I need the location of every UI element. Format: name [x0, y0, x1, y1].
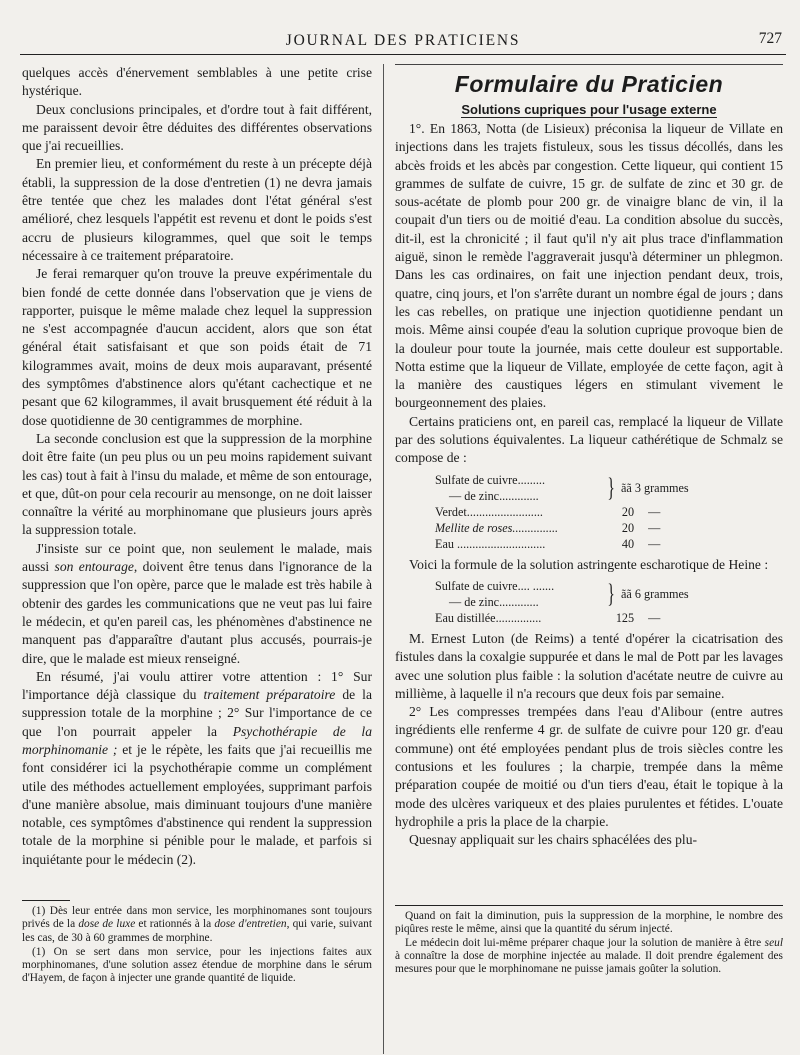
formula-unit: —: [648, 536, 661, 551]
footnotes-left: [22, 900, 372, 987]
page-number: 727: [758, 30, 782, 47]
paragraph: Certains praticiens ont, en pareil cas, remplacé la liqueur de Villate par des solutions équivalentes. La liqueur cathérétique de Schmalz se compose de :: [395, 413, 783, 466]
text-run: Le médecin doit lui-même préparer chaque jour la solution de manière à être: [405, 936, 765, 949]
formula-ingredient: Eau .............................: [435, 536, 546, 551]
footnote: [395, 937, 783, 977]
formula-unit: —: [648, 520, 661, 535]
formula-ingredient: Mellite de roses...............: [435, 520, 559, 535]
section-heading: Formulaire du Praticien: [454, 71, 724, 97]
text-run: de la suppression totale de la morphine ; 2° Sur l'importance de ce que l'on pourrait appeler la: [22, 687, 372, 739]
emphasis: traitement préparatoire: [203, 687, 336, 703]
formula-ingredient: Sulfate de cuivre.... .......: [435, 578, 555, 593]
paragraph: 2° Les compresses trempées dans l'eau d'Alibour (entre autres ingrédients elle renferme 4 gr. de sulfate de cuivre pour 120 gr. d'eau commune) ont été employées pendant plus de trois siècles contre les contusions et les foulures ; la charpie, trempée dans la même préparation coupée de moitié ou d'un tiers d'eau, était le topique à la mode des ulcères variqueux et des plaies purulentes et fétides. L'ouate hydrophile a pris la place de la charpie.: [395, 704, 783, 829]
formula-quantity: ãã 3 grammes: [621, 480, 689, 495]
text-run: à connaître la dose de morphine injectée au malade. Il doit prendre également des mesures pour que le morphinomane ne puisse jamais goûter la solution.: [395, 949, 783, 976]
footnote: (1) On se sert dans mon service, pour les injections faites aux morphinomanes, d'une solution assez étendue de morphine dans le sérum d'Hayem, de façon à injecter une grande quantité de liquide.: [22, 945, 372, 985]
paragraph: quelques accès d'énervement semblables à une petite crise hystérique.: [22, 65, 372, 99]
column-divider: [383, 64, 384, 1054]
brace-glyph: }: [607, 472, 615, 502]
footnote: Quand on fait la diminution, puis la suppression de la morphine, le nombre des piqûres reste le même, ainsi que la quantité du sérum injecté.: [395, 910, 783, 936]
paragraph: Deux conclusions principales, et d'ordre tout à fait différent, me paraissent devoir être déduites des différentes observations que j'ai recueillies.: [22, 101, 372, 154]
formula-row: [435, 504, 705, 520]
formula-quantity: 40: [621, 536, 635, 551]
formula-row: [435, 536, 705, 552]
formula-ingredient: Verdet.........................: [435, 504, 543, 519]
formula-unit: —: [648, 504, 661, 519]
running-header: [20, 30, 786, 55]
paragraph: Quesnay appliquait sur les chairs sphacélées des plu-: [409, 832, 698, 848]
formula-row: [435, 520, 705, 536]
text-run: et je le répète, les faits que j'ai recueillis me font considérer ici la psychothérapie comme un complément utile des méthodes actuellement employées, supprimant parfois d'une manière absolue, mais diminuant toujours d'une manière notable, ces symptômes d'abstinence qui rendent la suppression totale de la morphine si pénible pour le malade, et parfois si inquiétante pour le médecin (2).: [22, 741, 372, 867]
paragraph: Voici la formule de la solution astringente escharotique de Heine :: [409, 556, 769, 572]
paragraph: 1°. En 1863, Notta (de Lisieux) préconisa la liqueur de Villate en injections dans les trajets fistuleux, sous les tissus décollés, dans les abcès froids et les abcès par congestion. Cette liqueur, qui contient 15 grammes de sulfate de cuivre, 15 gr. de sulfate de zinc et 30 gr. de sous-acétate de plomb pour 200 gr. de vinaigre blanc de vin, il la coupait d'un tiers ou de moitié d'eau. La condition absolue du succès, dit-il, est la chronicité ; il faut qu'il n'y ait plus trace d'inflammation aiguë, sinon le remède l'aggraverait jusqu'à déterminer un phlegmon. Dans les cas ordinaires, on fait une injection pendant deux, trois, quatre, cinq jours, et l'on s'arrête durant un nombre égal de jours ; dans les cas rebelles, on pratique une injection quotidienne pendant un mois. Même ainsi coupée d'eau la solution cuprique provoque bien de la douleur pour toute la journée, mais cette douleur est supportable. Notta estime que la liqueur de Villate, employée de cette façon, agit à la manière des caustiques légers en stimulant vivement le bourgeonnement des plaies.: [395, 121, 783, 411]
emphasis: Psychothérapie de la morphinomanie ;: [22, 723, 373, 757]
formula-pair-labels: [435, 578, 605, 610]
formula-ingredient: Eau distillée...............: [435, 610, 542, 625]
left-column: [22, 64, 372, 869]
formula-quantity: 20: [621, 520, 635, 535]
formula-pair-labels: [435, 472, 605, 504]
formula-quantity: ãã 6 grammes: [621, 586, 689, 601]
section-rule: [395, 64, 783, 65]
section-subheading: [395, 101, 783, 118]
formula-ingredient: Sulfate de cuivre.........: [435, 472, 545, 487]
footnote-rule: [395, 905, 783, 906]
journal-title: JOURNAL DES PRATICIENS: [285, 32, 521, 49]
emphasis: seul: [764, 936, 783, 949]
paragraph: M. Ernest Luton (de Reims) a tenté d'opérer la cicatrisation des fistules dans la coxalgie suppurée et dans le mal de Pott par les lavages avec une solution plus faible : la solution d'acétate neutre de cuivre au millième, à laquelle il n'a recours que deux fois par semaine.: [395, 630, 783, 701]
formula-ingredient: — de zinc.............: [449, 594, 539, 609]
text-run: , doivent être tenus dans l'ignorance de la suppression que l'on opère, parce que le malade est très habile à obtenir des gardes les communications que ne veut pas lui faire le médecin, et qu'en pareil cas, les phénomènes d'abstinence ne manquent pas d'apparaître d'autant plus accusés, pourrais-je dire, que le malade est mieux renseigné.: [22, 559, 372, 666]
emphasis: son entourage: [54, 559, 134, 575]
emphasis: dose d'entretien: [214, 918, 287, 931]
paragraph: Je ferai remarquer qu'on trouve la preuve expérimentale du bien fondé de cette donnée dans l'observation que je viens de rapporter, puisque le même malade chez lequel la suppression ne s'est accompagnée d'aucun accident, alors que son état général était satisfaisant et que son poids était de 71 kilogrammes avait, moins de deux mois auparavant, présenté des symptômes d'abstinence alors qu'étant cachectique et ne pesant que 62 kilogrammes, il avait brusquement été réduit à la dose quotidienne de 30 centigrammes de morphine.: [22, 266, 372, 428]
text-run: et rationnés à la: [135, 918, 215, 931]
formula-heine: [435, 578, 783, 626]
formula-ingredient: — de zinc.............: [449, 488, 539, 503]
brace-glyph: }: [607, 578, 615, 608]
formula-quantity: 20: [621, 504, 635, 519]
paragraph: La seconde conclusion est que la suppression de la morphine doit être faite (un peu plus ou un peu moins rapidement suivant les cas) tout à fait à l'insu du malade, et même de son entourage, et que, dût-on pour cela recourir au mensonge, on ne doit laisser connaître la vérité au morphinomane que plusieurs jours après la suppression totale.: [22, 430, 372, 538]
formula-unit: —: [648, 610, 661, 625]
formula-row: [435, 610, 705, 626]
emphasis: dose de luxe: [78, 918, 136, 931]
paragraph: [22, 668, 372, 869]
formula-quantity: 125: [615, 610, 635, 625]
paragraph: [22, 540, 372, 668]
text-run: En résumé, j'ai voulu attirer votre attention : 1° Sur l'importance déjà classique du: [22, 668, 372, 703]
text-run: , qui varie, suivant les cas, de 30 à 60 grammes de morphine.: [22, 918, 372, 944]
formula-schmalz: [435, 472, 783, 552]
footnotes-right: [395, 905, 783, 976]
formula-pair: [435, 578, 783, 610]
text-run: J'insiste sur ce point que, non seulement le malade, mais aussi: [22, 540, 372, 575]
text-run: (1) Dès leur entrée dans mon service, les morphinomanes sont toujours privés de la: [22, 905, 372, 931]
footnote-rule: [22, 900, 70, 901]
paragraph: En premier lieu, et conformément du reste à un précepte déjà établi, la suppression de la dose d'entretien (1) ne devra jamais être tentée que chez les malades dont l'état général s'est amélioré, chez lesquels l'appétit est revenu et dont le poids s'est accru de plusieurs kilogrammes, quel que soit le temps nécessaire à ce traitement préparatoire.: [22, 156, 372, 263]
subheading-text: Solutions cupriques pour l'usage externe: [461, 102, 717, 117]
formula-pair: [435, 472, 783, 504]
right-column: [395, 64, 783, 850]
footnote: [22, 905, 372, 945]
